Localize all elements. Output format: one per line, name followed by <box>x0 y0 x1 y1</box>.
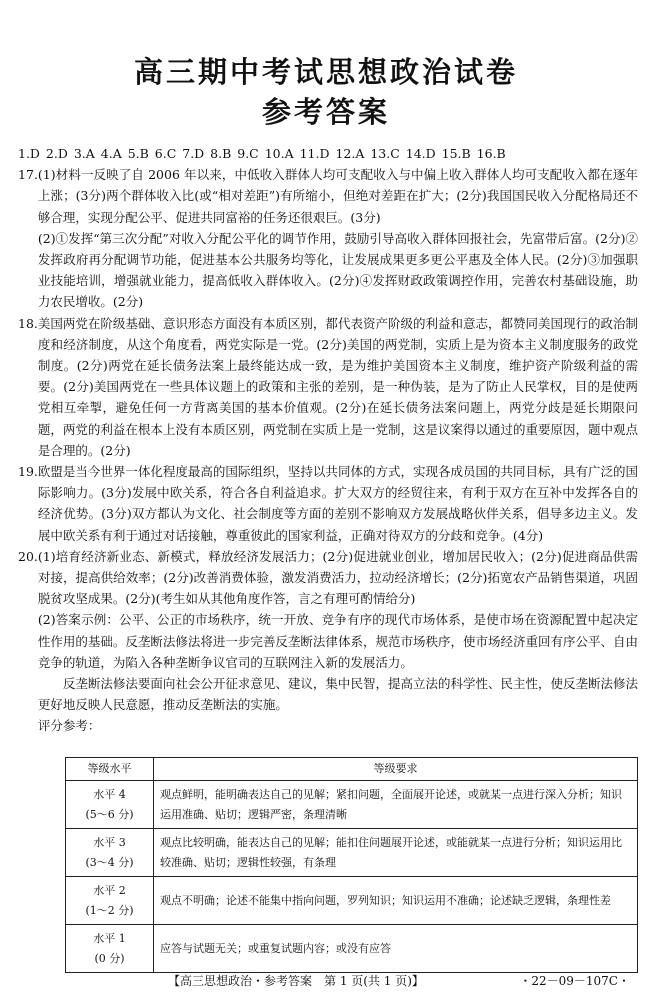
requirement-cell: 观点不明确；论述不能集中指向问题，罗列知识；知识运用不准确；论述缺乏逻辑，条理性差 <box>154 877 638 925</box>
question-20 <box>18 546 638 737</box>
level-cell <box>66 829 154 877</box>
level-score: (0 分) <box>94 951 125 965</box>
question-17-part-1: (1)材料一反映了自 2006 年以来，中低收入群体人均可支配收入与中偏上收入群体人均可支配收入都在逐年上涨；(3分)两个群体收入比(或“相对差距”)有所缩小，但绝对差距在扩大；(2分)我国国民收入分配格局还不够合理，实现分配公平、促进共同富裕的任务还很艰巨。(3分) <box>37 167 638 225</box>
level-name: 水平 2 <box>93 883 126 897</box>
page-subtitle: 参考答案 <box>261 95 390 129</box>
question-17 <box>18 164 638 312</box>
question-number: 17. <box>18 167 38 183</box>
answer-content <box>18 143 638 737</box>
question-20-part-3: 反垄断法修法要面向社会公开征求意见、建议，集中民智，提高立法的科学性、民主性，使反垄断法修法更好地反映人民意愿，推动反垄断法的实施。 <box>37 676 638 713</box>
level-cell <box>66 925 154 973</box>
question-18-answer: 美国两党在阶级基础、意识形态方面没有本质区别，都代表资产阶级的利益和意志，都赞同美国现行的政治制度和经济制度，从这个角度看，两党实际是一党。(2分)美国的两党制，实质上是为资本主义制度服务的政党制度。(2分)两党在延长债务法案上最终能达成一致，是为维护美国资本主义制度，维护资产阶级利益的需要。(2分)美国两党在一些具体议题上的政策和主张的差别，是一种伪装，是为了防止人民掌权，目的是使两党相互牵掣，避免任何一方背离美国的基本价值观。(2分)在延长债务法案问题上，两党分歧是延长期限问题，两党的利益在根本上没有本质区别，两党制在实质上是一党制，这是议案得以通过的重要原因，题中观点是合理的。(2分) <box>37 315 638 458</box>
header-requirement: 等级要求 <box>154 758 638 781</box>
page-title: 高三期中考试思想政治试卷 <box>133 55 518 89</box>
scoring-rubric-table <box>65 757 638 973</box>
question-18 <box>18 313 638 461</box>
level-score: (3～4 分) <box>85 855 134 869</box>
table-header-row <box>66 758 638 781</box>
rubric-label: 评分参考： <box>37 718 101 734</box>
question-number: 19. <box>18 464 38 480</box>
level-name: 水平 1 <box>93 931 126 945</box>
footer-code: ・22－09－107C・ <box>519 974 630 988</box>
multiple-choice-answers: 1.D 2.D 3.A 4.A 5.B 6.C 7.D 8.B 9.C 10.A 11.D 12.A 13.C 14.D 15.B 16.B <box>18 146 506 161</box>
level-cell <box>66 877 154 925</box>
table-row <box>66 925 638 973</box>
header-level: 等级水平 <box>66 758 154 781</box>
question-17-part-2: (2)①发挥“第三次分配”对收入分配公平化的调节作用，鼓励引导高收入群体回报社会，先富带后富。(2分)②发挥政府再分配调节功能，促进基本公共服务均等化，让发展成果更多更公平惠及全体人民。(2分)③加强职业技能培训，增强就业能力，提高低收入群体收入。(2分)④发挥财政政策调控作用，完善农村基础设施，助力农民增收。(2分) <box>37 230 638 310</box>
level-cell <box>66 781 154 829</box>
question-19-answer: 欧盟是当今世界一体化程度最高的国际组织，坚持以共同体的方式，实现各成员国的共同目标，具有广泛的国际影响力。(3分)发展中欧关系，符合各自利益追求。扩大双方的经贸往来，有利于双方在互补中发挥各自的经济优势。(3分)双方都认为文化、社会制度等方面的差别不影响双方发展战略伙伴关系，倡导多边主义。发展中欧关系有利于通过对话接触，尊重彼此的国家利益，正确对待双方的分歧和竞争。(4分) <box>37 464 638 543</box>
table-row <box>66 781 638 829</box>
level-name: 水平 4 <box>93 787 126 801</box>
footer-page-info: 【高三思想政治・参考答案 第 1 页(共 1 页)】 <box>168 974 424 988</box>
level-score: (5～6 分) <box>85 807 134 821</box>
level-score: (1～2 分) <box>85 903 134 917</box>
requirement-cell: 观点鲜明，能明确表达自己的见解；紧扣问题，全面展开论述，或就某一点进行深入分析；知识运用准确、贴切；逻辑严密，条理清晰 <box>154 781 638 829</box>
question-19 <box>18 461 638 546</box>
question-20-part-2: (2)答案示例：公平、公正的市场秩序，统一开放、竞争有序的现代市场体系，是使市场在资源配置中起决定性作用的基础。反垄断法修法将进一步完善反垄断法律体系，规范市场秩序，使市场经济重回有序公平、自由竞争的轨道，为陷入各种垄断争议官司的互联网注入新的发展活力。 <box>37 612 638 670</box>
question-20-part-1: (1)培育经济新业态、新模式，释放经济发展活力；(2分)促进就业创业，增加居民收入；(2分)促进商品供需对接，提高供给效率；(2分)改善消费体验，激发消费活力，拉动经济增长；(2分)拓宽农产品销售渠道，巩固脱贫攻坚成果。(2分)(考生如从其他角度作答，言之有理可酌情给分) <box>37 548 638 607</box>
table-row <box>66 877 638 925</box>
question-number: 18. <box>18 315 38 331</box>
requirement-cell: 观点比较明确，能表达自己的见解；能扣住问题展开论述，或能就某一点进行分析；知识运用比较准确、贴切；逻辑性较强，有条理 <box>154 829 638 877</box>
requirement-cell: 应答与试题无关；或重复试题内容；或没有应答 <box>154 925 638 973</box>
level-name: 水平 3 <box>93 835 126 849</box>
question-number: 20. <box>18 548 38 564</box>
table-row <box>66 829 638 877</box>
